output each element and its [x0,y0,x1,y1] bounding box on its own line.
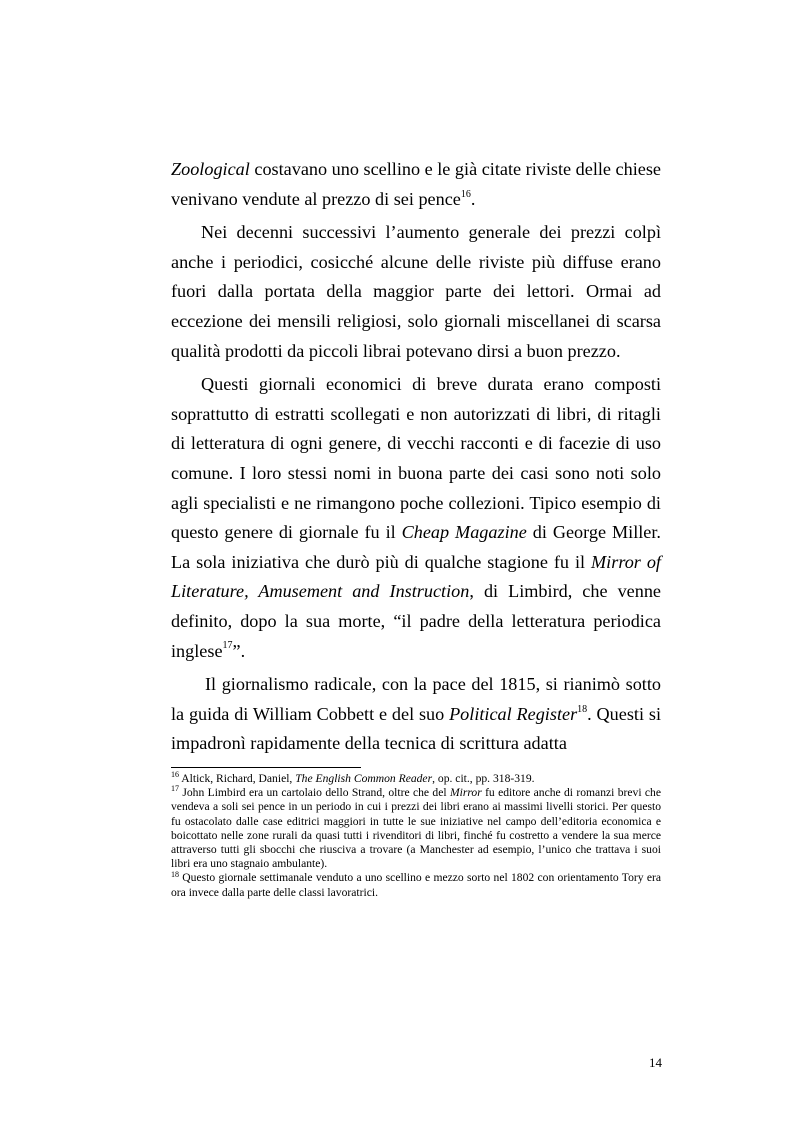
text-run: Questo giornale settimanale venduto a uno scellino e mezzo sorto nel 1802 con orientamento Tory era ora invece dalla parte delle classi lavoratrici. [171,871,661,899]
text-run: fu editore anche di romanzi brevi che vendeva a soli sei pence in un periodo in cui i prezzi dei libri erano ai massimi livelli storici. Per questo fu ostacolato dalle case editrici maggiori in tutte le sue iniziative nel campo dell’editoria economica e boicottato nelle zone rurali da quasi tutti i rivenditori di libri, finché fu costretto a vendere la sua merce attraverso tutti gli sbocchi che riusciva a trovare (a Manchester ad esempio, l’unico che trattava i suoi libri era uno stagnaio ambulante). [171,786,661,871]
footnote-separator [171,767,361,768]
paragraph-2: Nei decenni successivi l’aumento generale dei prezzi colpì anche i periodici, cosicché alcune delle riviste più diffuse erano fuori dalla portata della maggior parte dei lettori. Ormai ad eccezione dei mensili religiosi, solo giornali miscellanei di scarsa qualità prodotti da piccoli librai potevano dirsi a buon prezzo. [171,222,661,361]
italic-title: Zoological [171,159,250,179]
text-run: Questi giornali economici di breve durata erano composti soprattutto di estratti scollegati e non autorizzati di libri, di ritagli di letteratura di ogni genere, di vecchi racconti e di facezie di uso comune. I loro stessi nomi in buona parte dei casi sono noti solo agli specialisti e ne rimangono poche collezioni. Tipico esempio di questo genere di giornale fu il [171,374,661,543]
footnote-ref-16[interactable]: 16 [460,188,471,200]
text-run: , op. cit., pp. 318-319. [432,772,535,785]
footnote-number: 17 [171,784,179,794]
italic-title: Cheap Magazine [401,522,527,543]
footnote-18 [171,871,661,899]
italic-title: Mirror of Literature, Amusement and Instruction [171,551,661,602]
italic-title: The English Common Reader [295,772,433,785]
footnotes [171,772,661,900]
body-text [171,155,661,759]
footnote-number: 16 [171,770,179,780]
italic-title: Mirror [449,786,482,800]
text-run: costavano uno scellino e le già citate riviste delle chiese venivano vendute al prezzo di sei pence [171,159,661,209]
text-run: Altick, Richard, Daniel, [179,772,296,785]
footnote-ref-17[interactable]: 17 [222,640,233,652]
paragraph-1 [171,155,661,214]
text-run: , di Limbird, che venne definito, dopo la sua morte, “il padre della letteratura periodica inglese [171,581,662,661]
footnote-number: 18 [171,869,179,879]
text-run: John Limbird era un cartolaio dello Strand, oltre che del [179,786,450,800]
text-run: . Questi si impadronì rapidamente della tecnica di scrittura adatta [171,703,661,754]
text-run: di George Miller. La sola iniziativa che durò più di qualche stagione fu il [171,522,661,572]
text-run: . [470,188,476,209]
italic-title: Political Register [449,703,578,724]
paragraph-3 [171,370,661,666]
footnote-17 [171,786,661,871]
text-run: Il giornalismo radicale, con la pace del 1815, si rianimò sotto la guida di William Cobbett e del suo [171,674,661,724]
page-number: 14 [649,1055,662,1070]
footnote-16 [171,772,661,786]
paragraph-4 [171,670,661,759]
footnote-ref-18[interactable]: 18 [577,703,588,715]
text-run: ”. [232,640,246,661]
